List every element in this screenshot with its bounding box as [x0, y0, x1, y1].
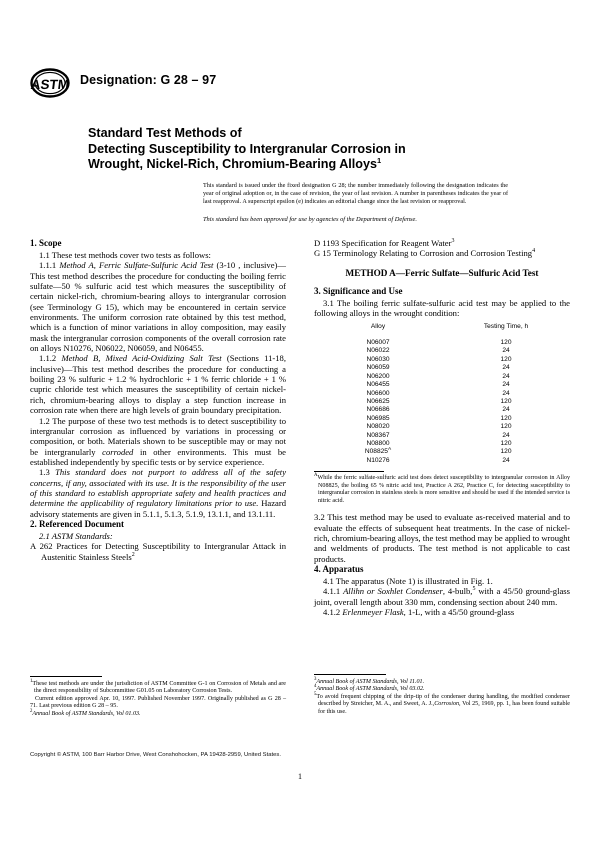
paragraph-1-2: 1.2 The purpose of these two test methods is to detect susceptibility to intergranular corrosion as influenced by variations in processing or composition, or both. Materials shown to be susceptible may or may not be intergranularly corroded in other environments. This must be established independently by specific tests or by service experience.: [30, 415, 286, 467]
referenced-standards-subheading: 2.1 ASTM Standards:: [39, 530, 113, 541]
reference-d1193: D 1193 Specification for Reagent Water$^3$: [314, 238, 455, 248]
svg-text:ASTM: ASTM: [30, 77, 70, 92]
table-note-rule: [314, 471, 384, 472]
title-footnote-marker: 1: [377, 156, 382, 165]
cell-alloy: N08800: [366, 439, 390, 447]
table-row: [314, 381, 570, 389]
table-row: [314, 398, 570, 406]
paragraph-1-1-2: 1.1.2 Method B, Mixed Acid-Oxidizing Salt Test (Sections 11-18, inclusive)—This test method describes the procedure for conducting a boiling 23 % sulfuric + 1.2 % hydrochloric + 1 % ferric chloride + 1 % cupric chloride test which measures the susceptibility of certain nickel-rich, chromium-bearing alloys to display a step function increase in corrosion rate when there are high levels of grain boundary precipitation.: [30, 353, 287, 416]
cell-alloy: N06022: [366, 347, 390, 355]
cell-alloy-footnote-marker: A: [387, 447, 392, 453]
table-row: [314, 339, 570, 347]
cell-testing-time: 120: [500, 339, 512, 347]
standard-preamble: This standard is issued under the fixed designation G 28; the number immediately following the designation indicates the year of original adoption or, in the case of revision, the year of last revision. A number in parentheses indicates the year of last reapproval. A superscript epsilon (e) indicates an editorial change since the last revision or reapproval.: [203, 182, 508, 206]
cell-alloy: N06985: [366, 414, 390, 422]
masthead: [30, 68, 570, 102]
column-header-testing-time: Testing Time, h: [483, 322, 529, 330]
cell-testing-time: 24: [502, 364, 510, 372]
document-title: [88, 126, 508, 173]
column-header-alloy: Alloy: [370, 322, 386, 330]
cell-testing-time: 120: [500, 355, 512, 363]
table-row: [314, 406, 570, 414]
table-row: [314, 440, 570, 448]
cell-alloy: N06200: [366, 372, 390, 380]
alloy-testing-time-table: [314, 322, 570, 465]
title-line-3: Wrought, Nickel-Rich, Chromium-Bearing Alloys$^1$: [88, 156, 382, 172]
cell-alloy: N06686: [366, 406, 390, 414]
heading-referenced-document: 2. Referenced Document: [30, 518, 125, 529]
table-row: [314, 373, 570, 381]
footnote-rule-right: [314, 674, 386, 675]
cell-testing-time: 24: [502, 456, 510, 464]
table-row: [314, 457, 570, 465]
paragraph-1-1: 1.1 These test methods cover two tests as follows:: [39, 250, 211, 260]
cell-testing-time: 24: [502, 406, 510, 414]
reference-g15: G 15 Terminology Relating to Corrosion and Corrosion Testing$^4$: [314, 248, 536, 259]
table-row: [314, 432, 570, 440]
paragraph-1-1-1: 1.1.1 Method A, Ferric Sulfate-Sulfuric Acid Test (3-10 , inclusive)—This test method describes the procedure for conducting the boiling ferric sulfate—50 % sulfuric acid test which measures the susceptibility of certain nickel-rich, chromium-bearing alloys to intergranular corrosion (see Terminology G 15), which may be encountered in certain service environments. The uniform corrosion rate obtained by this test method, which is a function of minor variations in alloy composition, may easily mask the intergranular corrosion components of the overall corrosion rate on alloys N10276, N06022, N06059, and N06455.: [30, 260, 287, 354]
title-line-1: Standard Test Methods of: [88, 126, 242, 140]
heading-scope: 1. Scope: [30, 238, 62, 248]
right-column: [314, 238, 570, 617]
cell-alloy: N06600: [366, 389, 390, 397]
table-row: [314, 415, 570, 423]
footnote-5: $^5$To avoid frequent chipping of the drip-tip of the condenser during handling, the modified condenser described by Streicher, M. A., and Sweet, A. J.,Corrosion, Vol 25, 1969, pp. 1, has been found suitable for this use.: [314, 691, 570, 715]
cell-alloy: N08020: [366, 423, 390, 431]
heading-significance-and-use: 3. Significance and Use: [314, 286, 403, 297]
copyright-notice: Copyright © ASTM, 100 Barr Harbor Drive, West Conshohocken, PA 19428-2959, United States.: [30, 752, 281, 758]
alloy-table-body: [314, 339, 570, 465]
cell-alloy: N06030: [366, 355, 390, 363]
paragraph-4-1-2: 4.1.2 Erlenmeyer Flask, 1-L, with a 45/50 ground-glass: [323, 606, 515, 617]
cell-alloy: $N08825^A$: [364, 447, 392, 456]
left-column: [30, 238, 286, 562]
cell-testing-time: 24: [502, 431, 510, 439]
paragraph-3-1: 3.1 The boiling ferric sulfate-sulfuric acid test may be applied to the following alloys in the wrought condition:: [314, 298, 570, 319]
cell-alloy: N06625: [366, 397, 390, 405]
footnotes-left-column: [30, 676, 286, 718]
cell-alloy: N06007: [366, 339, 390, 347]
cell-testing-time: 24: [502, 347, 510, 355]
table-header-row: [314, 322, 570, 339]
cell-testing-time: 120: [500, 414, 512, 422]
paragraph-4-1: 4.1 The apparatus (Note 1) is illustrated in Fig. 1.: [323, 575, 493, 586]
cell-alloy: N08367: [366, 431, 390, 439]
cell-testing-time: 24: [502, 389, 510, 397]
cell-alloy: N10276: [366, 456, 390, 464]
cell-testing-time: 120: [500, 423, 512, 431]
heading-method-a: METHOD A—Ferric Sulfate—Sulfuric Acid Test: [345, 267, 539, 278]
astm-logo-icon: [30, 68, 70, 98]
footnote-edition: Current edition approved Apr. 10, 1997. Published November 1997. Originally published as G 28 – 71. Last previous edition G 28 – 95.: [30, 695, 286, 710]
cell-testing-time: 120: [500, 397, 512, 405]
designation-label: Designation: G 28 – 97: [80, 73, 217, 87]
cell-alloy: N06455: [366, 381, 390, 389]
cell-testing-time: 24: [502, 372, 510, 380]
paragraph-1-3: 1.3 This standard does not purport to address all of the safety concerns, if any, associated with its use. It is the responsibility of the user of this standard to establish appropriate safety and health practices and determine the applicability of regulatory limitations prior to use. Hazard advisory statements are given in 5.1.1, 5.1.3, 5.1.9, 13.1.1, and 13.1.11.: [30, 467, 287, 519]
cell-alloy: N06059: [366, 364, 390, 372]
cell-testing-time: 120: [500, 448, 512, 456]
footnotes-right-column: [314, 674, 570, 716]
table-row: [314, 347, 570, 355]
paragraph-4-1-1: 4.1.1 Allihn or Soxhlet Condenser, 4-bulb,$^5$ with a 45/50 ground-glass joint, overall length about 330 mm, condensing section about 240 mm.: [314, 586, 570, 607]
cell-testing-time: 120: [500, 439, 512, 447]
footnote-1: $^1$These test methods are under the jurisdiction of ASTM Committee G-1 on Corrosion of Metals and are the direct responsibility of Subcommittee G01.05 on Laboratory Corrosion Tests.: [30, 678, 286, 695]
table-row: [314, 448, 570, 456]
reference-a262: A 262 Practices for Detecting Susceptibility to Intergranular Attack in Austenitic Stainless Steels$^2$: [30, 541, 286, 562]
footnote-2: $^2$Annual Book of ASTM Standards, Vol 01.03.: [30, 708, 141, 717]
table-row: [314, 423, 570, 431]
table-footnote-a: $^A$While the ferric sulfate-sulfuric acid test does detect susceptibility to intergranular corrosion in Alloy N08825, the boiling 65 % nitric acid test, Practice A 262, Practice C, for detecting susceptibility to intergranular corrosion in stainless steels is more sensitive and should be used if the intended service is nitric acid.: [314, 473, 570, 504]
footnote-3: $^3$Annual Book of ASTM Standards, Vol 11.01.: [314, 676, 425, 685]
dod-approval-note: This standard has been approved for use by agencies of the Department of Defense.: [203, 216, 417, 223]
table-row: [314, 356, 570, 364]
paragraph-3-2: 3.2 This test method may be used to evaluate as-received material and to evaluate the effects of subsequent heat treatments. In the case of nickel-rich, chromium-bearing alloys, the test method may be applied to wrought and weldments of products. The test method is not applicable to cast products.: [314, 512, 570, 564]
footnote-4: $^4$Annual Book of ASTM Standards, Vol 03.02.: [314, 684, 425, 693]
page-number: 1: [298, 772, 302, 781]
heading-apparatus: 4. Apparatus: [314, 563, 364, 574]
table-row: [314, 390, 570, 398]
footnote-rule-left: [30, 676, 102, 677]
table-row: [314, 364, 570, 372]
title-line-2: Detecting Susceptibility to Intergranular Corrosion in: [88, 141, 406, 156]
cell-testing-time: 24: [502, 381, 510, 389]
